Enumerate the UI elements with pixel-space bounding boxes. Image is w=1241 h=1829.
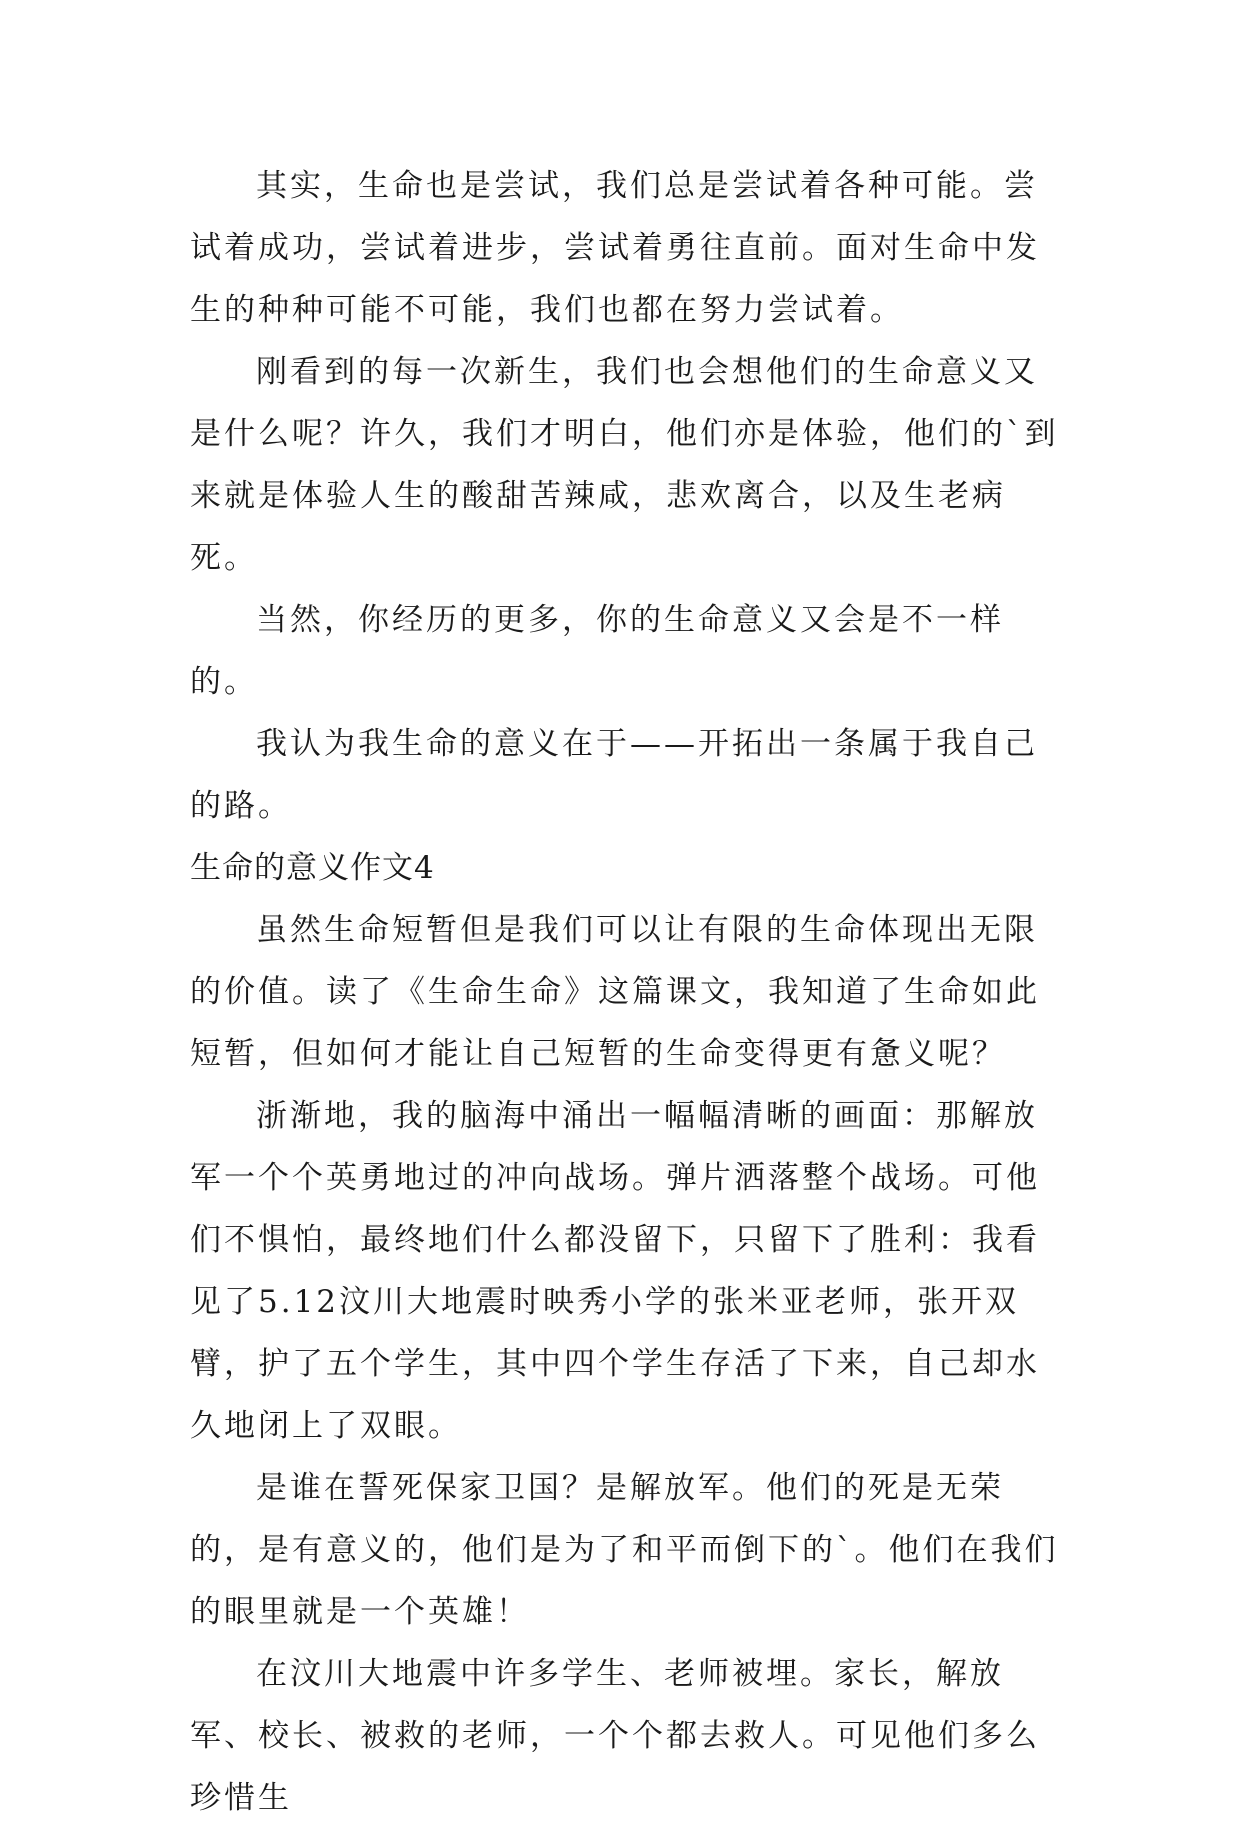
- paragraph: 我认为我生命的意义在于——开拓出一条属于我自己的路。: [190, 726, 1038, 824]
- paragraph: 是谁在誓死保家卫国？是解放军。他们的死是无荣的，是有意义的，他们是为了和平而倒下的`。他们在我们的眼里就是一个英雄！: [190, 1470, 1059, 1630]
- paragraph: 当然，你经历的更多，你的生命意义又会是不一样的。: [190, 602, 1004, 700]
- paragraph: 在汶川大地震中许多学生、老师被埋。家长，解放军、校长、被救的老师，一个个都去救人。可见他们多么珍惜生: [190, 1656, 1040, 1816]
- paragraph: 其实，生命也是尝试，我们总是尝试着各种可能。尝试着成功，尝试着进步，尝试着勇往直前。面对生命中发生的种种可能不可能，我们也都在努力尝试着。: [190, 168, 1040, 328]
- section-heading: 生命的意义作文4: [190, 850, 435, 886]
- paragraph: 刚看到的每一次新生，我们也会想他们的生命意义又是什么呢？许久，我们才明白，他们亦是体验，他们的`到来就是体验人生的酸甜苦辣咸，悲欢离合，以及生老病死。: [190, 354, 1059, 576]
- paragraph: 虽然生命短暂但是我们可以让有限的生命体现出无限的价值。读了《生命生命》这篇课文，我知道了生命如此短暂，但如何才能让自己短暂的生命变得更有惫义呢？: [190, 912, 1040, 1072]
- document-body: [190, 155, 1070, 1829]
- paragraph: 浙渐地，我的脑海中涌出一幅幅清晰的画面：那解放军一个个英勇地过的冲向战场。弹片洒落整个战场。可他们不惧怕，最终地们什么都没留下，只留下了胜利：我看见了5.12汶川大地震时映秀小学的张米亚老师，张开双臂，护了五个学生，其中四个学生存活了下来，自己却水久地闭上了双眼。: [190, 1098, 1040, 1444]
